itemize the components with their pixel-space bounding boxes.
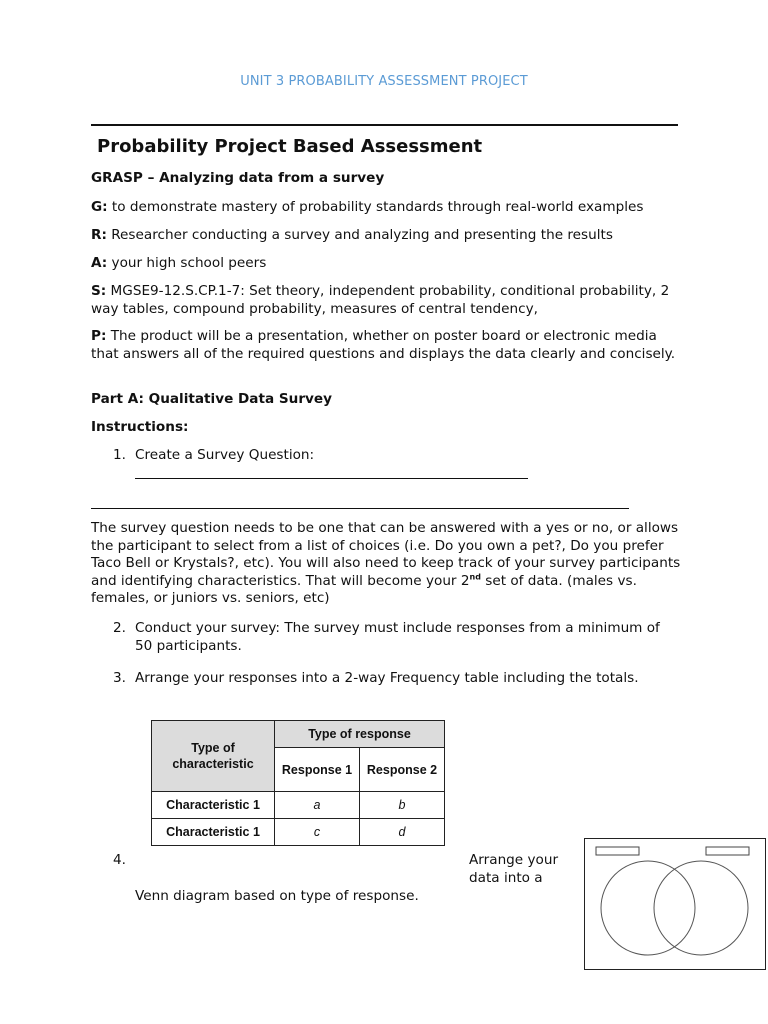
step-number: 2.	[113, 620, 126, 636]
grasp-audience	[91, 255, 681, 273]
grasp-letter: G:	[91, 199, 108, 215]
venn-label-box-left	[596, 847, 639, 855]
ordinal-suffix: nd	[469, 571, 481, 581]
step-4-text-line-2: data into a	[469, 870, 543, 886]
step-2-text: Conduct your survey: The survey must include responses from a minimum of 50 participants.	[135, 620, 660, 654]
grasp-letter: S:	[91, 283, 107, 299]
table-column-header: Response 1	[275, 748, 360, 792]
table-cell: b	[360, 792, 445, 819]
grasp-text: The product will be a presentation, whether on poster board or electronic media that answers all of the required questions and displays the data clearly and concisely.	[91, 328, 676, 362]
step-number: 3.	[113, 670, 126, 686]
survey-instructions-paragraph	[91, 520, 683, 608]
grasp-letter: A:	[91, 255, 108, 271]
grasp-goal	[91, 199, 681, 217]
table-corner-header: Type of characteristic	[152, 721, 275, 792]
step-4-text-line-1: Arrange your	[469, 852, 559, 868]
table-row	[152, 819, 445, 846]
grasp-heading: GRASP – Analyzing data from a survey	[91, 170, 385, 186]
table-cell: a	[275, 792, 360, 819]
grasp-text: MGSE9-12.S.CP.1-7: Set theory, independent probability, conditional probability, 2 way tables, compound probability, measures of central tendency,	[91, 283, 670, 317]
paragraph-text-end: set of data. (males vs. females, or juniors vs. seniors, etc)	[91, 572, 637, 606]
two-way-frequency-table	[151, 720, 445, 846]
answer-line	[91, 508, 629, 509]
table-column-header: Response 2	[360, 748, 445, 792]
venn-circle-right	[654, 861, 748, 955]
paragraph-text: The survey question needs to be one that can be answered with a yes or no, or allows the participant to select from a list of choices (i.e. Do you own a pet?, Do you prefer Taco Bell or Krystals?, etc). You will also need to keep track of your survey participants and identifying characteristics. That will become your 2	[91, 520, 681, 589]
venn-diagram-graphic	[585, 839, 765, 969]
step-number: 1.	[113, 447, 126, 463]
part-a-heading: Part A: Qualitative Data Survey	[91, 391, 332, 407]
venn-circle-left	[601, 861, 695, 955]
table-row-label: Characteristic 1	[152, 792, 275, 819]
table-group-header: Type of response	[275, 721, 445, 748]
venn-label-box-right	[706, 847, 749, 855]
grasp-text: to demonstrate mastery of probability standards through real-world examples	[107, 199, 644, 215]
grasp-text: your high school peers	[107, 255, 267, 271]
document-title: Probability Project Based Assessment	[97, 136, 483, 157]
grasp-role	[91, 227, 681, 245]
answer-line	[135, 478, 528, 479]
header-rule	[91, 124, 678, 126]
table-row	[152, 792, 445, 819]
table-cell: c	[275, 819, 360, 846]
table-cell: d	[360, 819, 445, 846]
grasp-product	[91, 328, 681, 363]
instructions-heading: Instructions:	[91, 419, 189, 435]
step-4-text: Venn diagram based on type of response.	[135, 888, 419, 904]
grasp-text: Researcher conducting a survey and analyzing and presenting the results	[106, 227, 613, 243]
grasp-letter: P:	[91, 328, 107, 344]
step-1-text: Create a Survey Question:	[135, 447, 315, 463]
page-header: UNIT 3 PROBABILITY ASSESSMENT PROJECT	[240, 74, 528, 89]
venn-diagram	[584, 838, 766, 970]
step-number: 4.	[113, 852, 126, 868]
grasp-letter: R:	[91, 227, 107, 243]
grasp-standards	[91, 283, 681, 318]
step-3-text: Arrange your responses into a 2-way Frequency table including the totals.	[135, 670, 639, 686]
table-row-label: Characteristic 1	[152, 819, 275, 846]
